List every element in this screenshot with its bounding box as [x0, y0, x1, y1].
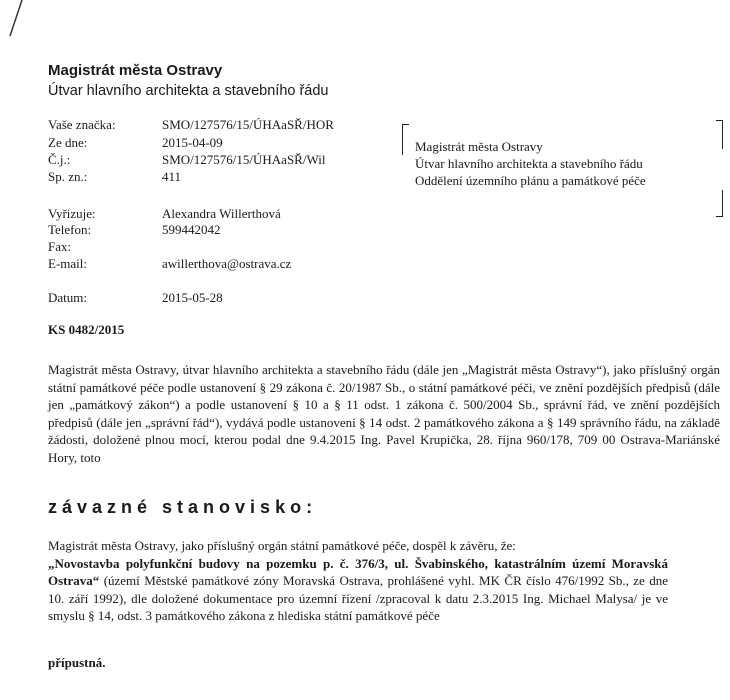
cj-value: SMO/127576/15/ÚHAaSŘ/Wil	[162, 152, 326, 167]
meta-row-vase-znacka	[48, 117, 388, 134]
email-value: awillerthova@ostrava.cz	[162, 256, 292, 271]
telefon-value: 599442042	[162, 222, 221, 237]
fax-label: Fax:	[48, 239, 72, 254]
decision-paragraph	[48, 537, 668, 625]
vyrizuje-label: Vyřizuje:	[48, 206, 96, 221]
vase-znacka-label: Vaše značka:	[48, 117, 116, 132]
meta-row-fax	[48, 239, 388, 256]
address-bracket-right-top	[716, 120, 723, 149]
email-label: E-mail:	[48, 256, 87, 271]
meta-row-datum	[48, 290, 388, 307]
decision-conclusion: přípustná.	[48, 655, 106, 670]
decision-project-name: „Novostavba polyfunkční budovy na pozemku p. č. 376/3, ul. Švabinského, katastrálním území Moravská Ostrava“	[48, 555, 668, 588]
address-bracket-right-bottom	[716, 190, 723, 217]
recipient-line-3: Oddělení územního plánu a památkové péče	[415, 173, 646, 188]
recipient-line-2: Útvar hlavního architekta a stavebního řádu	[415, 156, 643, 171]
scan-edge-mark	[0, 0, 40, 40]
telefon-label: Telefon:	[48, 222, 92, 237]
address-bracket-left	[402, 124, 409, 155]
org-name: Magistrát města Ostravy	[48, 62, 223, 79]
cj-label: Č.j.:	[48, 152, 71, 167]
meta-row-email	[48, 256, 388, 273]
intro-paragraph: Magistrát města Ostravy, útvar hlavního architekta a stavebního řádu (dále jen „Magistrát města Ostravy“), jako příslušný orgán státní památkové péče podle ustanovení § 29 zákona č. 20/1987 Sb., o státní památkové péči, ve znění pozdějších předpisů (dále jen „památkový zákon“) a podle ustanovení § 10 a § 11 odst. 1 zákona č. 500/2004 Sb., správní řád, ve znění pozdějších předpisů (dále jen „správní řád“), vydává podle ustanovení § 14 odst. 2 památkového zákona a § 149 správního řádu, na základě žádosti, doložené plnou mocí, kterou podal dne 9.4.2015 Ing. Pavel Krupička, 28. října 960/178, 709 00 Ostrava-Mariánské Hory, toto	[48, 362, 720, 465]
datum-value: 2015-05-28	[162, 290, 223, 305]
decision-details: (území Městské památkové zóny Moravská Ostrava, prohlášené vyhl. MK ČR číslo 476/1992 Sb., ze dne 10. září 1992), dle doložené dokumentace pro územní řízení /zpracoval k datu 2.3.2015 Ing. Michael Malysa/ je ve smyslu § 14, odst. 3 památkového zákona z hlediska státní památkové péče	[48, 573, 668, 623]
decision-intro: Magistrát města Ostravy, jako příslušný orgán státní památkové péče, dospěl k závěru, že:	[48, 538, 516, 553]
meta-row-sp-zn	[48, 169, 388, 186]
ze-dne-value: 2015-04-09	[162, 135, 223, 150]
vase-znacka-value: SMO/127576/15/ÚHAaSŘ/HOR	[162, 117, 334, 132]
dept-name: Útvar hlavního architekta a stavebního řádu	[48, 83, 329, 99]
sp-zn-value: 411	[162, 169, 182, 184]
ze-dne-label: Ze dne:	[48, 135, 88, 150]
case-reference: KS 0482/2015	[48, 322, 125, 337]
datum-label: Datum:	[48, 290, 87, 305]
vyrizuje-value: Alexandra Willerthová	[162, 206, 281, 221]
meta-row-ze-dne	[48, 135, 388, 152]
meta-row-vyrizuje	[48, 206, 388, 223]
recipient-line-1: Magistrát města Ostravy	[415, 139, 543, 154]
document-heading: závazné stanovisko:	[48, 497, 318, 517]
recipient-address	[415, 138, 646, 189]
meta-row-cj	[48, 152, 388, 169]
sp-zn-label: Sp. zn.:	[48, 169, 88, 184]
meta-row-telefon	[48, 222, 388, 239]
